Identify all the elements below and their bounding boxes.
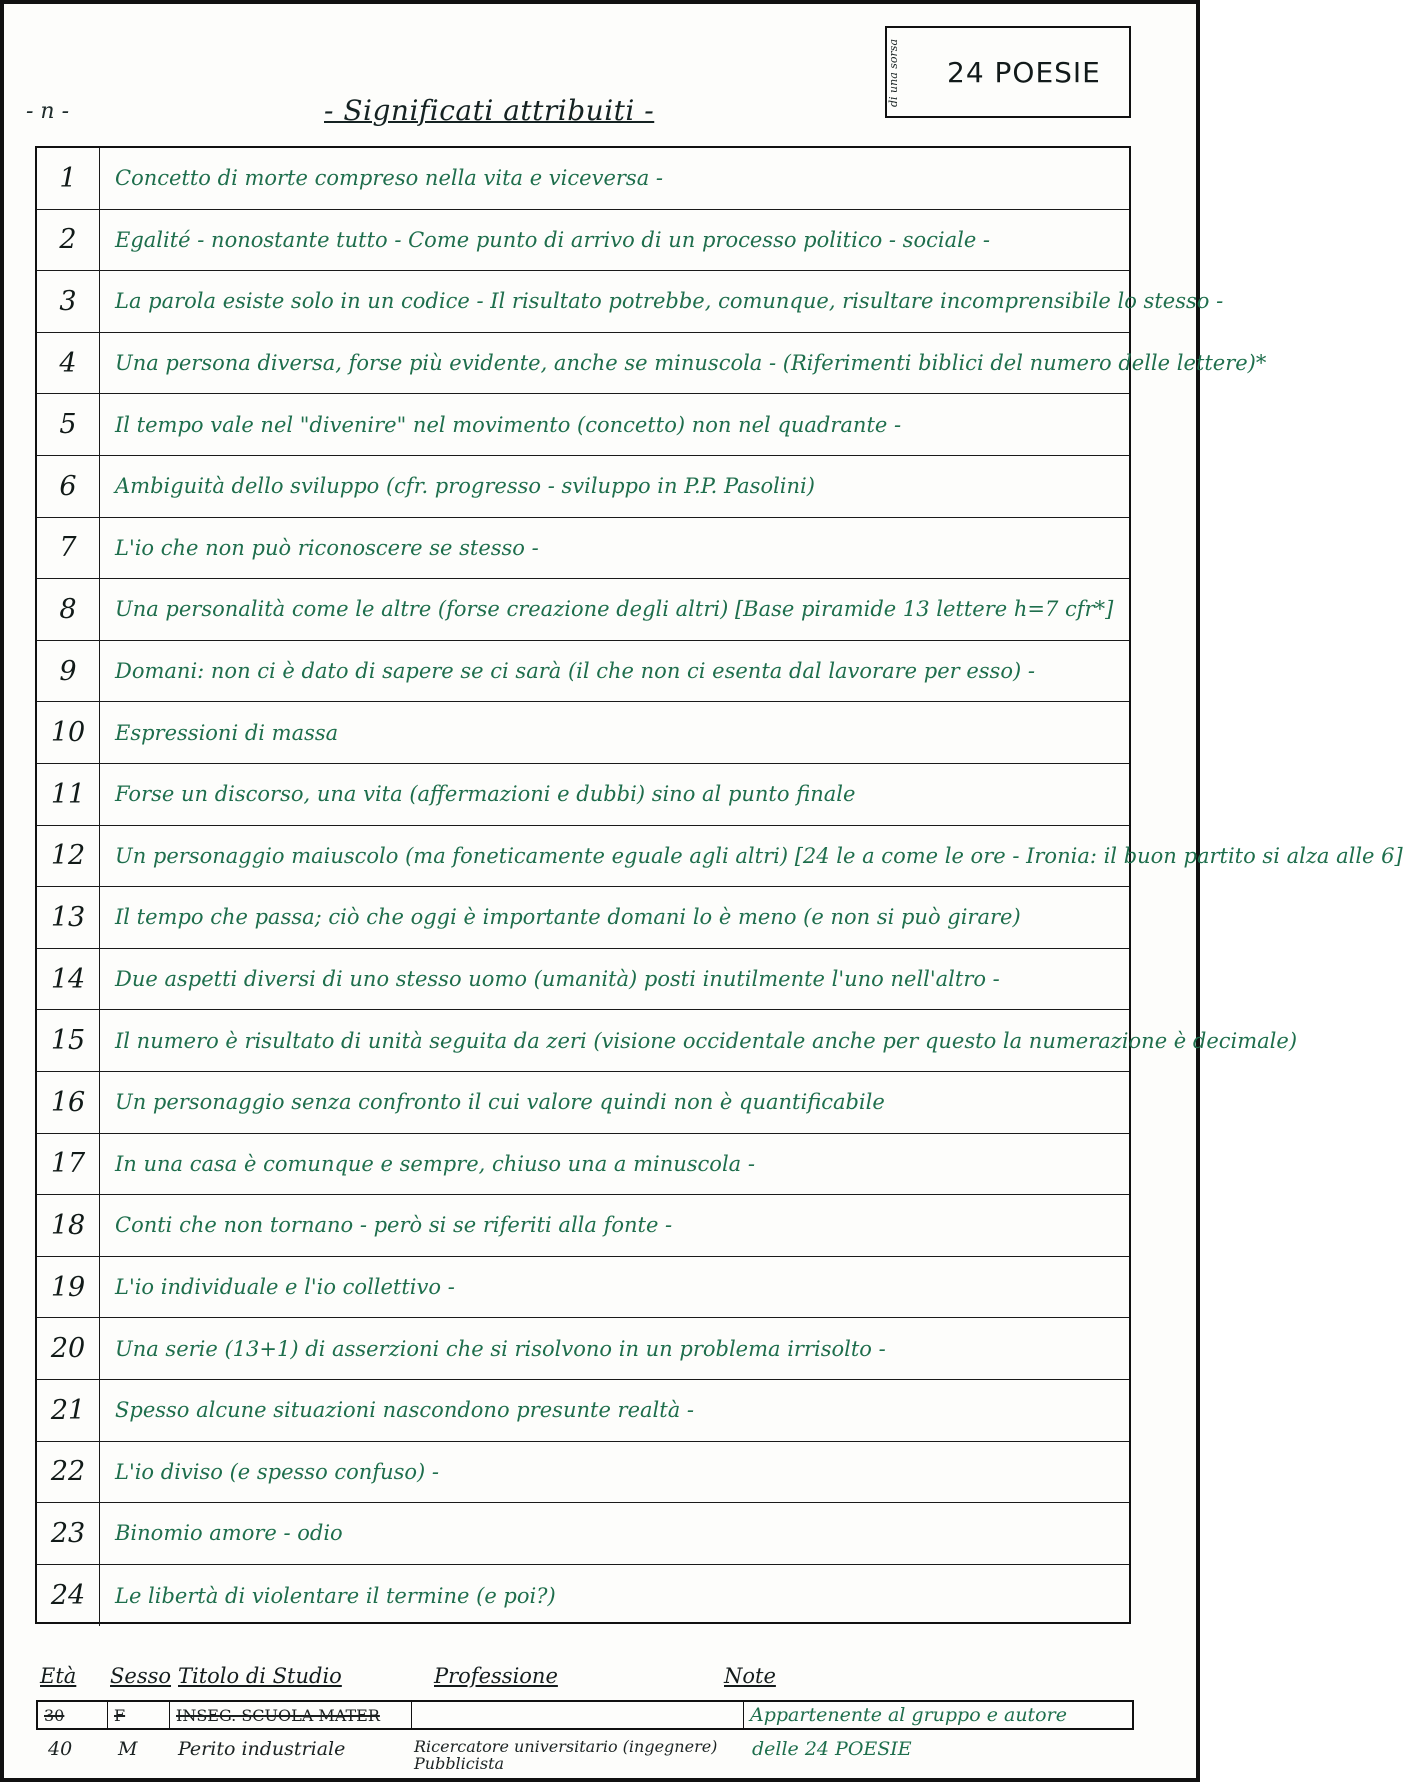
row-text: Una personalità come le altre (forse creazione degli altri) [Base piramide 13 lettere h=7 cfr*] xyxy=(115,597,1114,622)
notes-line-1: Appartenente al gruppo e autore xyxy=(750,1704,1067,1726)
table-row xyxy=(37,271,1224,333)
table-row xyxy=(37,1134,1129,1196)
row-text: In una casa è comunque e sempre, chiuso una a minuscola - xyxy=(115,1151,755,1176)
table-row xyxy=(37,333,1267,395)
row-text: Ambiguità dello sviluppo (cfr. progresso - sviluppo in P.P. Pasolini) xyxy=(115,474,815,499)
row-text: L'io che non può riconoscere se stesso - xyxy=(115,535,539,560)
row-number: 6 xyxy=(59,470,77,502)
column-divider xyxy=(99,518,100,579)
row-text: Domani: non ci è dato di sapere se ci sarà (il che non ci esenta dal lavorare per esso) - xyxy=(115,659,1035,684)
header-sex: Sesso xyxy=(110,1664,172,1688)
table-row xyxy=(37,1442,1129,1504)
footer-headers xyxy=(40,1664,1130,1698)
column-divider xyxy=(99,1195,100,1256)
column-divider xyxy=(99,456,100,517)
table-row xyxy=(37,518,1129,580)
column-divider xyxy=(99,887,100,948)
row-text: Il numero è risultato di unità seguita da zeri (visione occidentale anche per questo la numerazione è decimale) xyxy=(115,1028,1298,1053)
row-number: 18 xyxy=(50,1209,86,1241)
row-text: Le libertà di violentare il termine (e poi?) xyxy=(115,1583,556,1608)
column-divider xyxy=(99,579,100,640)
column-divider xyxy=(99,1257,100,1318)
footer-values xyxy=(40,1738,1130,1778)
row-text: Una persona diversa, forse più evidente, anche se minuscola - (Riferimenti biblici del numero delle lettere)* xyxy=(115,351,1267,376)
column-divider xyxy=(99,210,100,271)
table-row xyxy=(37,641,1129,703)
column-divider xyxy=(99,148,100,209)
table-row xyxy=(37,764,1129,826)
row-number: 12 xyxy=(50,840,86,872)
column-divider xyxy=(99,1072,100,1133)
row-text: L'io individuale e l'io collettivo - xyxy=(115,1275,455,1300)
row-number: 22 xyxy=(50,1456,86,1488)
row-number: 23 xyxy=(50,1517,86,1549)
row-number: 15 xyxy=(50,1025,86,1057)
column-divider xyxy=(99,333,100,394)
row-number: 24 xyxy=(50,1580,86,1612)
row-text: L'io diviso (e spesso confuso) - xyxy=(115,1459,440,1484)
stamp-box xyxy=(885,26,1131,118)
table-row xyxy=(37,1380,1129,1442)
row-number: 1 xyxy=(59,162,77,194)
column-divider xyxy=(99,1010,100,1071)
row-number: 2 xyxy=(59,224,77,256)
table-row xyxy=(37,394,1129,456)
row-number: 8 xyxy=(59,593,77,625)
struck-sex: F xyxy=(108,1702,170,1728)
table-row xyxy=(37,1565,1129,1627)
row-text: Una serie (13+1) di asserzioni che si risolvono in un problema irrisolto - xyxy=(115,1336,886,1361)
row-text: Concetto di morte compreso nella vita e viceversa - xyxy=(115,166,663,191)
table-row xyxy=(37,456,1129,518)
table-row xyxy=(37,1318,1129,1380)
table-row xyxy=(37,826,1403,888)
column-divider xyxy=(99,1380,100,1441)
table-row xyxy=(37,210,1129,272)
row-number: 9 xyxy=(59,655,77,687)
table-row xyxy=(37,1010,1298,1072)
notes-line-2: delle 24 POESIE xyxy=(752,1738,912,1760)
struck-profession xyxy=(412,1702,744,1728)
row-text: Conti che non tornano - però si se riferiti alla fonte - xyxy=(115,1213,673,1238)
column-divider xyxy=(99,271,100,332)
footer-struck-row xyxy=(36,1700,1134,1730)
value-profession xyxy=(414,1738,717,1772)
table-row xyxy=(37,148,1129,210)
table-row xyxy=(37,1195,1129,1257)
value-sex: M xyxy=(118,1738,138,1760)
column-divider xyxy=(99,1442,100,1503)
value-age: 40 xyxy=(48,1738,73,1760)
column-divider xyxy=(99,1503,100,1564)
row-text: Binomio amore - odio xyxy=(115,1521,343,1546)
row-number: 17 xyxy=(50,1148,86,1180)
column-divider xyxy=(99,826,100,887)
row-number: 19 xyxy=(50,1271,86,1303)
row-number: 10 xyxy=(50,717,86,749)
table-row xyxy=(37,1503,1129,1565)
table-row xyxy=(37,1257,1129,1319)
value-profession-line1: Ricercatore universitario (ingegnere) xyxy=(414,1737,718,1756)
row-number: 3 xyxy=(59,285,77,317)
table-row xyxy=(37,1072,1129,1134)
column-divider xyxy=(99,1565,100,1627)
row-text: La parola esiste solo in un codice - Il risultato potrebbe, comunque, risultare incomprensibile lo stesso - xyxy=(115,289,1224,314)
row-text: Forse un discorso, una vita (affermazioni e dubbi) sino al punto finale xyxy=(115,782,856,807)
column-divider xyxy=(99,641,100,702)
table-row xyxy=(37,887,1129,949)
table-row xyxy=(37,579,1129,641)
header-notes: Note xyxy=(724,1664,776,1688)
page-marker: - n - xyxy=(26,99,70,124)
row-number: 16 xyxy=(50,1086,86,1118)
header-age: Età xyxy=(40,1664,77,1688)
value-profession-line2: Pubblicista xyxy=(414,1754,505,1773)
stamp-vertical-label: di una sorsa xyxy=(887,39,900,108)
row-number: 11 xyxy=(50,778,86,810)
row-text: Espressioni di massa xyxy=(115,720,339,745)
row-number: 20 xyxy=(50,1333,86,1365)
column-divider xyxy=(99,949,100,1010)
table-row xyxy=(37,702,1129,764)
struck-study: INSEG. SCUOLA MATER xyxy=(170,1702,412,1728)
row-number: 7 xyxy=(59,532,77,564)
column-divider xyxy=(99,394,100,455)
row-number: 4 xyxy=(59,347,77,379)
row-number: 13 xyxy=(50,901,86,933)
row-text: Il tempo vale nel "divenire" nel movimento (concetto) non nel quadrante - xyxy=(115,412,902,437)
column-divider xyxy=(99,1318,100,1379)
meanings-table xyxy=(35,146,1403,1624)
header-study: Titolo di Studio xyxy=(178,1664,342,1688)
row-text: Un personaggio senza confronto il cui valore quindi non è quantificabile xyxy=(115,1090,885,1115)
row-text: Due aspetti diversi di uno stesso uomo (umanità) posti inutilmente l'uno nell'altro - xyxy=(115,967,1000,992)
value-study: Perito industriale xyxy=(178,1738,346,1760)
row-number: 5 xyxy=(59,409,77,441)
column-divider xyxy=(99,764,100,825)
column-divider xyxy=(99,1134,100,1195)
struck-age: 30 xyxy=(38,1702,108,1728)
row-number: 14 xyxy=(50,963,86,995)
page-title: - Significati attribuiti - xyxy=(324,94,655,127)
row-text: Spesso alcune situazioni nascondono presunte realtà - xyxy=(115,1398,694,1423)
row-text: Egalité - nonostante tutto - Come punto di arrivo di un processo politico - sociale - xyxy=(115,227,991,252)
stamp-title: 24 POESIE xyxy=(947,56,1101,89)
row-text: Il tempo che passa; ciò che oggi è importante domani lo è meno (e non si può girare) xyxy=(115,905,1021,930)
header-profession: Professione xyxy=(434,1664,558,1688)
table-row xyxy=(37,949,1129,1011)
row-number: 21 xyxy=(50,1394,86,1426)
column-divider xyxy=(99,702,100,763)
row-text: Un personaggio maiuscolo (ma foneticamente eguale agli altri) [24 le a come le ore - Ironia: il buon partito si alza alle 6] xyxy=(115,843,1403,868)
